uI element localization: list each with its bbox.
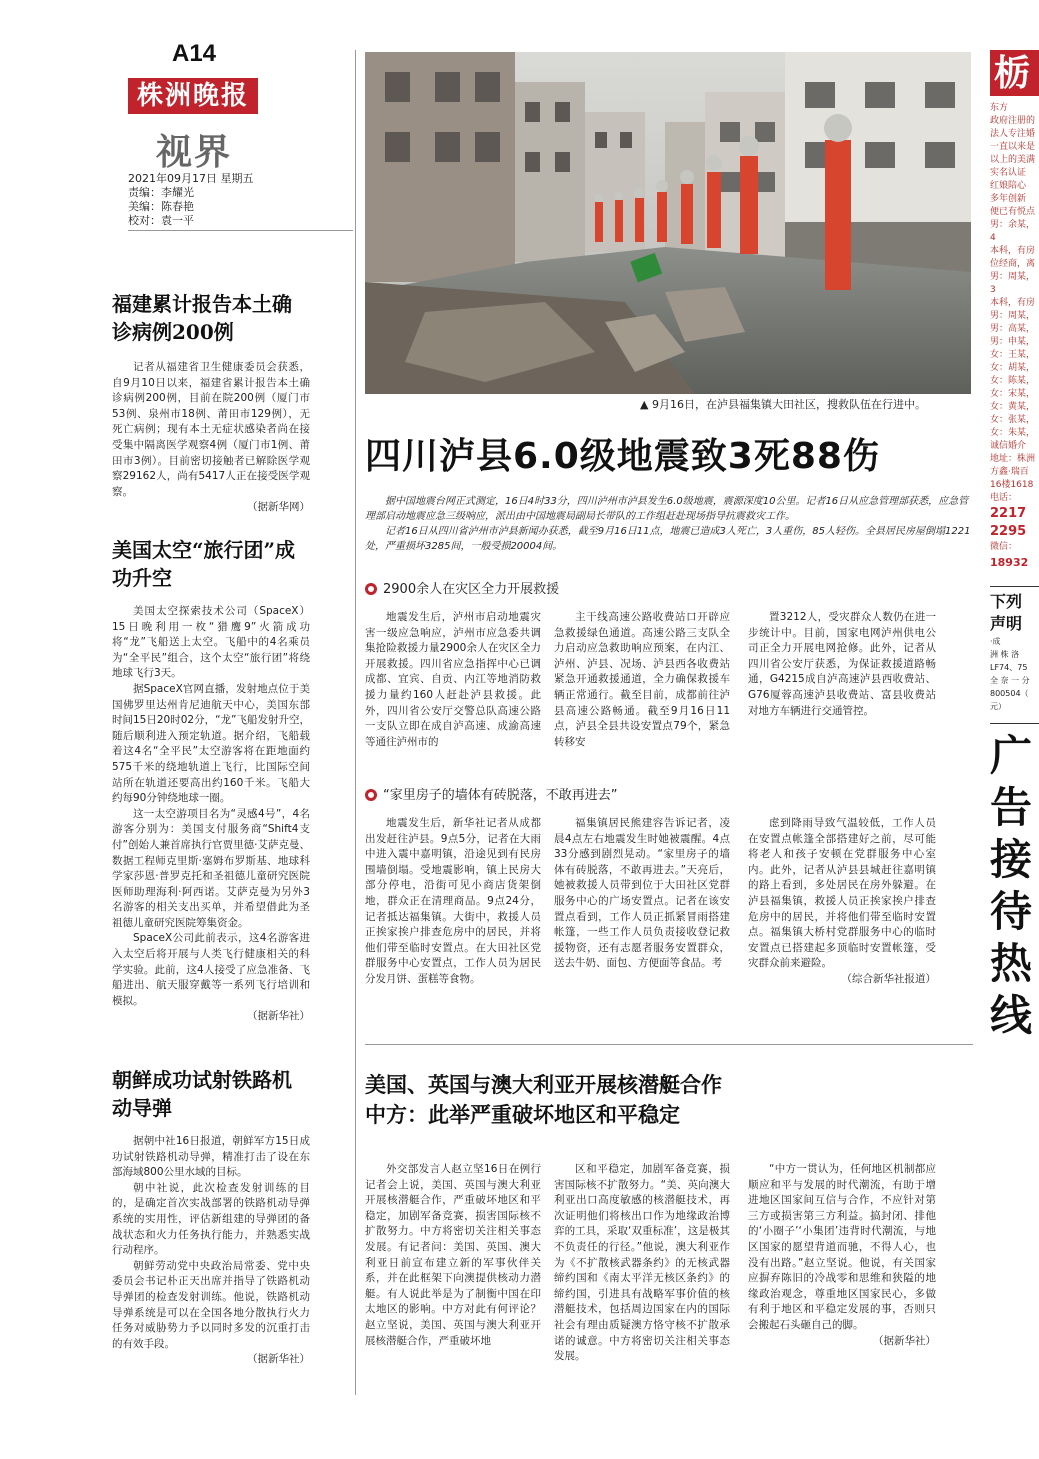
- article-body: [112, 604, 310, 1025]
- paragraph: “中方一贯认为，任何地区机制都应顺应和平与发展的时代潮流，有助于增进地区国家间互信与合作，不应针对第三方或损害第三方利益。搞封闭、排他的‘小圈子’‘小集团’违背时代潮流，与地区国家的愿望背道而驰，不得人心，也没有出路。”赵立坚说。他说，有关国家应摒弃陈旧的冷战零和思维和狭隘的地缘政治观念，尊重地区国家民心，多做有利于地区和平稳定发展的事，否则只会搬起石头砸自己的脚。: [748, 1163, 936, 1331]
- rescue-team-street-illustration: [365, 52, 971, 394]
- residents-column-3: [748, 816, 936, 988]
- paragraph: 记者从福建省卫生健康委员会获悉，自9月10日以来，福建省累计报告本土确诊病例200例，目前在院200例（厦门市53例、泉州市18例、莆田市129例），无死亡病例；现有本土无症状感染者尚在接受集中隔离医学观察4例（厦门市1例、莆田市3例）。目前密切接触者已解除医学观察29162人，尚有5417人正在接受医学观察。: [112, 361, 310, 498]
- divider: [128, 230, 353, 231]
- nuclear-column-3: [748, 1162, 936, 1349]
- issue-date: 2021年09月17日 星期五: [128, 172, 254, 185]
- source-credit: （据新华社）: [873, 1334, 936, 1347]
- notice-title-1: 下列: [990, 592, 1023, 611]
- article-title: 朝鲜成功试射铁路机动导弹: [112, 1068, 292, 1120]
- adjacent-page-strip: [990, 50, 1039, 1410]
- wechat-label: 微信：: [990, 542, 1018, 552]
- article-dprk: [112, 1066, 310, 1368]
- main-headline: 四川泸县6.0级地震致3死88伤: [365, 436, 880, 477]
- tel-number-2: 2295: [990, 524, 1027, 539]
- column-divider: [355, 50, 356, 1395]
- designer-credit: 美编：陈春艳: [128, 200, 194, 213]
- article-body: [112, 1134, 310, 1368]
- paper-masthead: 株洲晚报: [128, 78, 258, 114]
- photo-caption: ▲ 9月16日，在泸县福集镇大田社区，搜救队伍在行进中。: [640, 398, 926, 411]
- residents-column-2: 福集镇居民熊建容告诉记者，凌晨4点左右地震发生时她被震醒。4点33分感到剧烈晃动。“家里房子的墙体有砖脱落，不敢再进去。”天亮后，她被救援人员带到位于大田社区党群服务中心的广场安置点。记者在该安置点看到，工作人员正抓紧冒雨搭建帐篷，一些工作人员负责接收登记救援物资，还有志愿者服务安置群众，送去牛奶、面包、方便面等食品。考: [554, 817, 730, 970]
- article-fujian: [112, 290, 310, 516]
- tel-number-1: 2217: [990, 506, 1027, 521]
- paragraph: 据中国地震台网正式测定，16日4时33分，四川泸州市泸县发生6.0级地震，震源深度10公里。记者16日从应急管理部获悉，应急管理部启动地震应急三级响应，派出由中国地震局副局长带队的工作组赶赴现场指导抗震救灾工作。: [365, 496, 969, 522]
- notice-block: [990, 586, 1039, 713]
- rescue-column-2: 主干线高速公路收费站口开辟应急救援绿色通道。高速公路三支队全力启动应急救助响应预案，在内江、泸州、泸县、况场、泸县西各收费站紧急开通救援通道，全力确保救援车辆正常通行。截至目前，成都前往泸县高速公路畅通。截至9月16日11点，泸县全县共设安置点79个，紧急转移安: [554, 611, 730, 748]
- paragraph: 朝中社说，此次检查发射训练的目的，是确定首次实战部署的铁路机动导弹系统的实用性，评估新组建的导弹团的备战状态和火力任务执行能力，并熟悉实战行动程序。: [112, 1181, 310, 1257]
- paragraph: 朝鲜劳动党中央政治局常委、党中央委员会书记朴正天出席并指导了铁路机动导弹团的检查发射训练。他说，铁路机动导弹系统是可以在全国各地分散执行火力任务对威胁势力予以同时多发的沉重打击的有效手段。: [112, 1259, 310, 1350]
- residents-column-1: 地震发生后，新华社记者从成都出发赶往泸县。9点5分，记者在大雨中进入震中嘉明镇，沿途见到有民房围墙倒塌。受地震影响，镇上民房大部分停电，沿街可见小商店货架倒地，群众正在清理商品。9点24分，记者抵达福集镇。大街中，救援人员正挨家挨户排查危房中的居民，并将他们带至临时安置点。在大田社区党群服务中心安置点，工作人员为居民分发月饼、蛋糕等食物。: [365, 817, 541, 985]
- article-title: 福建累计报告本土确诊病例200例: [112, 292, 292, 344]
- rescue-column-1: 地震发生后，泸州市启动地震灾害一级应急响应，泸州市应急委共调集抢险救援力量2900余人在灾区全力开展救援。四川省应急指挥中心已调成都、宜宾、自贡、内江等地消防救援力量约160人赶赴泸县救援。此外，四川省公安厅交警总队高速公路一支队立即在成自泸高速、成渝高速等通往泸州市的: [365, 611, 541, 748]
- notice-text: ·成 洲 株 洛 LF74、75 全 奈 一 分 800504（ 元）: [990, 637, 1030, 711]
- paragraph: 这一太空游项目名为“灵感4号”，4名游客分别为：美国支付服务商“Shift4支付”创始人兼首席执行官贾里德·艾萨克曼、数据工程师克里斯·塞姆布罗斯基、地球科学家莎恩·普罗克托和圣祖德儿童研究医院医师助理海利·阿西诺。艾萨克曼为另外3名游客的相关支出买单，并希望借此为圣祖德儿童研究医院筹集资金。: [112, 807, 310, 929]
- paragraph: 据朝中社16日报道，朝鲜军方15日成功试射铁路机动导弹，精准打击了设在东部海域800公里水域的目标。: [112, 1135, 310, 1179]
- paragraph: 记者16日从四川省泸州市泸县新闻办获悉，截至9月16日11点，地震已造成3人死亡，3人重伤，85人轻伤。全县居民房屋倒塌1221处，严重损坏3285间，一般受损20004间。: [365, 526, 971, 552]
- source-credit: （据新华社）: [247, 1010, 310, 1023]
- source-credit: （综合新华社报道）: [841, 972, 936, 985]
- notice-title-2: 声明: [990, 614, 1023, 633]
- headline-line-2: 中方：此举严重破坏地区和平稳定: [365, 1102, 680, 1127]
- nuclear-column-1: 外交部发言人赵立坚16日在例行记者会上说，美国、英国与澳大利亚开展核潜艇合作，严重破坏地区和平稳定，加剧军备竞赛，损害国际核不扩散努力。中方将密切关注相关事态发展。有记者问：美国、英国、澳大利亚日前宣布建立新的军事伙伴关系，并在此框架下向澳提供核动力潜艇。有人说此举是为了制衡中国在印太地区的影响。中方对此有何评论？赵立坚说，美国、英国与澳大利亚开展核潜艇合作，严重破坏地: [365, 1163, 541, 1347]
- dateline: [128, 172, 254, 228]
- article-title: 美国太空“旅行团”成功升空: [112, 538, 296, 590]
- editor-credit: 责编：李耀光: [128, 186, 194, 199]
- wechat-number: 18932: [990, 556, 1029, 569]
- ad-hotline-block: 广 告 接 待 热 线: [990, 723, 1039, 1042]
- paragraph: 据SpaceX官网直播，发射地点位于美国佛罗里达州肯尼迪航天中心，美国东部时间15日20时02分，“龙”飞船发射升空，随后顺利进入预定轨道。据介绍，飞船载着这4名“全平民”太空游客将在距地面约575千米的绕地轨道上飞行，比国际空间站所在轨道还要高出约160千米。飞船大约每90分钟绕地球一圈。: [112, 682, 310, 805]
- nuclear-column-2: 区和平稳定，加剧军备竞赛，损害国际核不扩散努力。“美、英向澳大利亚出口高度敏感的核潜艇技术，再次证明他们将核出口作为地缘政治博弈的工具，采取‘双重标准’，这是极其不负责任的行径。”他说，澳大利亚作为《不扩散核武器条约》的无核武器缔约国和《南太平洋无核区条约》的缔约国，引进具有战略军事价值的核潜艇技术，包括周边国家在内的国际社会有理由质疑澳方恪守核不扩散承诺的诚意。中方将密切关注相关事态发展。: [554, 1163, 730, 1363]
- paragraph: SpaceX公司此前表示，这4名游客进入太空后将开展与人类飞行健康相关的科学实验。此前，这4人接受了应急准备、飞船进出、航天服穿戴等一系列飞行培训和模拟。: [112, 932, 310, 1007]
- subhead-rescue: 2900余人在灾区全力开展救援: [365, 578, 559, 597]
- proofreader-credit: 校对：袁一平: [128, 214, 194, 227]
- page-number: A14: [172, 40, 217, 67]
- headline-line-1: 美国、英国与澳大利亚开展核潜艇合作: [365, 1072, 722, 1097]
- bottom-headline: [365, 1070, 722, 1130]
- paragraph: 虑到降雨导致气温较低，工作人员在安置点帐篷全部搭建好之前，尽可能将老人和孩子安顿在党群服务中心室内。此外，记者从泸县县城赶往嘉明镇的路上看到，多处居民在房外躲避。在泸县福集镇，救援人员正挨家挨户排查危房中的居民，并将他们带至临时安置点。福集镇大桥村党群服务中心的临时安置点已搭建起多顶临时安置帐篷，受灾群众前来避险。: [748, 817, 936, 970]
- circle-bullet-icon: [365, 583, 377, 595]
- paragraph: 美国太空探索技术公司（SpaceX）15日晚利用一枚“猎鹰9”火箭成功将“龙”飞船送上太空。飞船中的4名乘员为“全平民”组合，这个太空“旅行团”将绕地球飞行3天。: [112, 605, 310, 680]
- subhead-residents: “家里房子的墙体有砖脱落，不敢再进去”: [365, 784, 617, 803]
- strip-title: 栃: [990, 50, 1039, 96]
- section-name: 视界: [156, 131, 233, 173]
- article-spacex: [112, 536, 310, 1025]
- tel-label: 电话：: [990, 493, 1018, 503]
- main-lede: [365, 494, 971, 554]
- strip-text: 东方 政府注册的 法人专注婚 一直以来是 以上的美满 实名认证 红娘陪心 多年创新 便已有悦点 男：余某，4 本科，有房 位经商，离 男：周某，3 本科，有房 男：周某， 男：高某， 男：申某， 女：王某， 女：胡某， 女：陈某， 女：宋某， 女：黄某， 女：张某， 女：朱某， 诚信婚介 地址：株洲 方鑫·瑞百 16楼1618: [990, 103, 1036, 490]
- rescue-column-3: 置3212人，受灾群众人数仍在进一步统计中。目前，国家电网泸州供电公司正全力开展电网抢修。此外，记者从四川省公安厅获悉，为保证救援道路畅通，G4215成自泸高速泸县西收费站、G76厦蓉高速泸县收费站、富县收费站对地方车辆进行交通管控。: [748, 611, 936, 717]
- source-credit: （据新华社）: [247, 1353, 310, 1366]
- earthquake-photo: [365, 52, 971, 394]
- circle-bullet-icon: [365, 789, 377, 801]
- source-credit: （据新华网）: [247, 501, 310, 514]
- divider: [365, 1044, 973, 1045]
- article-body: [112, 360, 310, 516]
